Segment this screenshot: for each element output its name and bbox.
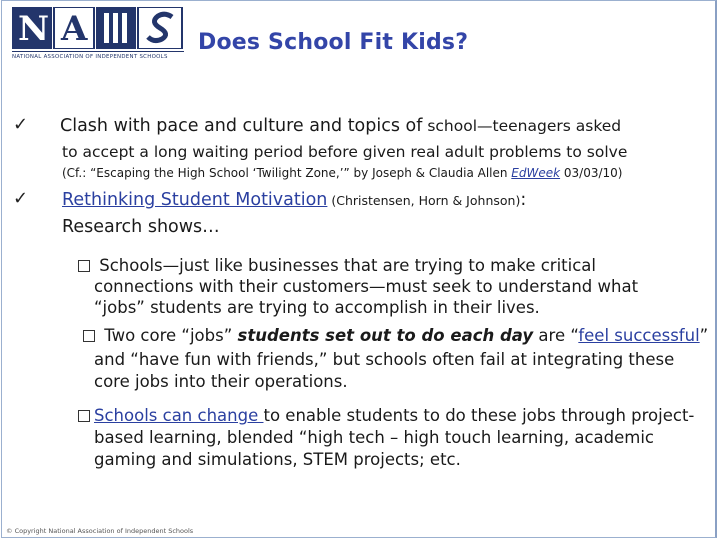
bullet2-line1 [62, 190, 526, 210]
bullet1-citation [62, 166, 622, 180]
citation-date: 03/03/10) [560, 166, 623, 180]
sub1-line2: connections with their customers—must seek to understand what [94, 277, 639, 296]
bullet2-colon: : [520, 190, 527, 210]
schools-can-change-link[interactable]: Schools can change [94, 406, 264, 425]
checkmark-icon: ✓ [13, 188, 29, 209]
sub2-text-a: Two core “jobs” [99, 326, 238, 345]
rethinking-student-motivation-link[interactable]: Rethinking Student Motivation [62, 190, 328, 210]
bullet2-line2: Research shows… [62, 217, 220, 237]
sub2-text-c: ” [699, 326, 709, 345]
sub2-text-b: are “ [533, 326, 579, 345]
checkbox-bullet-icon [83, 330, 95, 342]
edweek-link[interactable]: EdWeek [511, 166, 561, 180]
sub1-line3: “jobs” students are trying to accomplish in their lives. [94, 298, 540, 317]
logo-letter-n: N [18, 9, 50, 49]
sub1-line1 [78, 255, 596, 276]
checkbox-bullet-icon [78, 410, 90, 422]
sub2-line3: core jobs into their operations. [94, 372, 348, 391]
sub3-line3: gaming and simulations, STEM projects; etc. [94, 450, 461, 469]
logo-letter-a: A [61, 9, 88, 49]
bullet1-line1 [60, 116, 621, 136]
checkmark-icon: ✓ [13, 114, 29, 135]
checkbox-bullet-icon [78, 260, 90, 272]
sub2-line2: and “have fun with friends,” but schools often fail at integrating these [94, 350, 675, 369]
feel-successful-link[interactable]: feel successful [578, 326, 700, 345]
page-title: Does School Fit Kids? [198, 30, 469, 55]
bullet1-line1-b: school—teenagers asked [422, 117, 622, 135]
bullet1-line1-a: Clash with pace and culture and topics of [60, 116, 423, 136]
logo-caption: NATIONAL ASSOCIATION OF INDEPENDENT SCHOOLS [12, 51, 184, 62]
copyright-footer: © Copyright National Association of Independent Schools [6, 527, 194, 535]
sub3-text: to enable students to do these jobs through project- [263, 406, 695, 425]
sub3-line1 [78, 405, 694, 426]
sub1-text: Schools—just like businesses that are trying to make critical [94, 256, 596, 275]
citation-text: (Cf.: “Escaping the High School ‘Twilight Zone,’” by Joseph & Claudia Allen [62, 166, 512, 180]
sub2-line1 [83, 325, 708, 346]
sub2-bold-text: students set out to do each day [237, 326, 534, 345]
nais-logo [12, 7, 184, 61]
bullet1-line2: to accept a long waiting period before given real adult problems to solve [62, 143, 628, 161]
bullet2-authors: (Christensen, Horn & Johnson) [327, 193, 521, 208]
sub3-line2: based learning, blended “high tech – high touch learning, academic [94, 428, 654, 447]
